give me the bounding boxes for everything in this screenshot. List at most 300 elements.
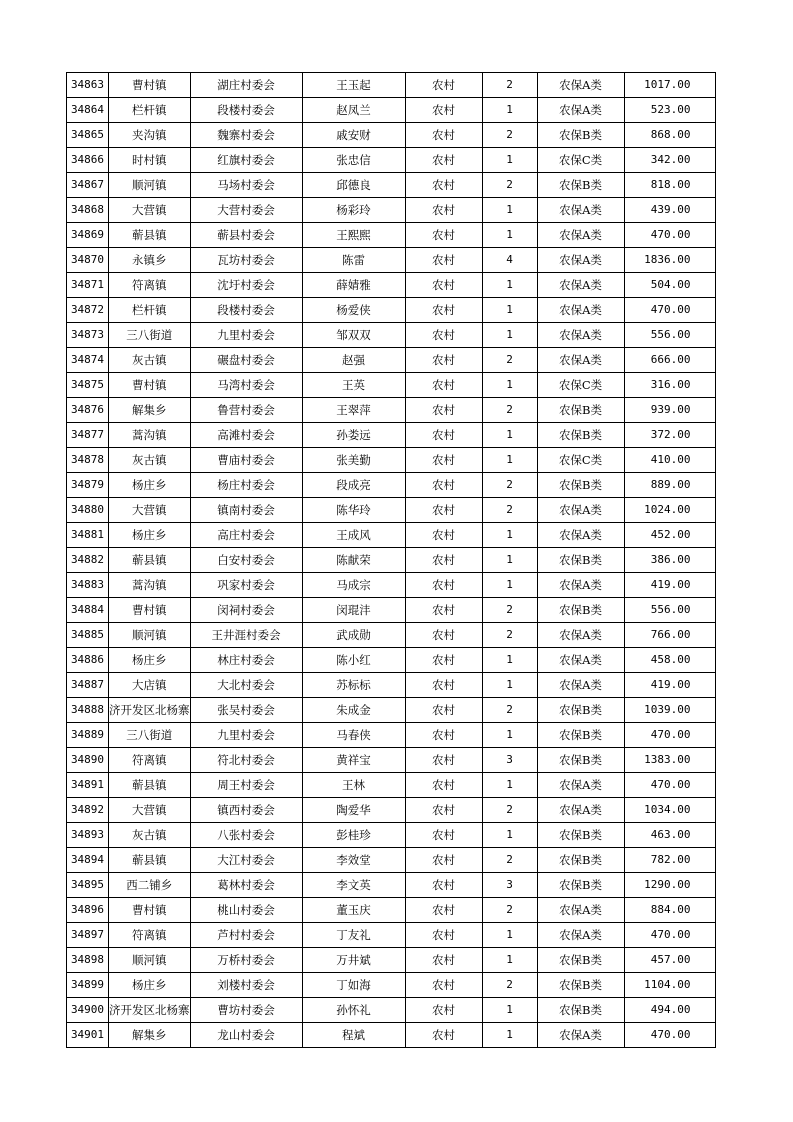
amount-cell: 458.00 — [624, 648, 715, 673]
person-name-cell: 陈华玲 — [302, 498, 405, 523]
amount-cell: 884.00 — [624, 898, 715, 923]
person-name-cell: 朱成金 — [302, 698, 405, 723]
village-committee-cell: 九里村委会 — [190, 323, 302, 348]
person-name-cell: 董玉庆 — [302, 898, 405, 923]
person-name-cell: 马成宗 — [302, 573, 405, 598]
township-cell: 曹村镇 — [109, 73, 191, 98]
amount-cell: 470.00 — [624, 1023, 715, 1048]
member-count-cell: 2 — [482, 623, 537, 648]
insurance-category-cell: 农保B类 — [537, 698, 624, 723]
record-id-cell: 34896 — [67, 898, 109, 923]
township-cell: 解集乡 — [109, 1023, 191, 1048]
table-row — [67, 423, 716, 448]
table-row — [67, 323, 716, 348]
person-name-cell: 张美勤 — [302, 448, 405, 473]
household-type-cell: 农村 — [405, 723, 482, 748]
village-committee-cell: 大江村委会 — [190, 848, 302, 873]
member-count-cell: 1 — [482, 298, 537, 323]
village-committee-cell: 魏寨村委会 — [190, 123, 302, 148]
household-type-cell: 农村 — [405, 473, 482, 498]
township-cell: 蒿沟镇 — [109, 423, 191, 448]
insurance-category-cell: 农保B类 — [537, 873, 624, 898]
amount-cell: 1836.00 — [624, 248, 715, 273]
township-cell: 曹村镇 — [109, 598, 191, 623]
record-id-cell: 34874 — [67, 348, 109, 373]
village-committee-cell: 符北村委会 — [190, 748, 302, 773]
household-type-cell: 农村 — [405, 923, 482, 948]
table-row — [67, 448, 716, 473]
household-type-cell: 农村 — [405, 523, 482, 548]
member-count-cell: 2 — [482, 123, 537, 148]
person-name-cell: 武成勋 — [302, 623, 405, 648]
record-id-cell: 34885 — [67, 623, 109, 648]
table-row — [67, 248, 716, 273]
village-committee-cell: 九里村委会 — [190, 723, 302, 748]
township-cell: 杨庄乡 — [109, 648, 191, 673]
record-id-cell: 34877 — [67, 423, 109, 448]
record-id-cell: 34901 — [67, 1023, 109, 1048]
amount-cell: 766.00 — [624, 623, 715, 648]
record-id-cell: 34873 — [67, 323, 109, 348]
insurance-category-cell: 农保B类 — [537, 173, 624, 198]
township-cell: 灰古镇 — [109, 348, 191, 373]
amount-cell: 494.00 — [624, 998, 715, 1023]
table-row — [67, 748, 716, 773]
insurance-category-cell: 农保A类 — [537, 623, 624, 648]
amount-cell: 889.00 — [624, 473, 715, 498]
township-cell: 顺河镇 — [109, 948, 191, 973]
record-id-cell: 34886 — [67, 648, 109, 673]
member-count-cell: 2 — [482, 398, 537, 423]
household-type-cell: 农村 — [405, 373, 482, 398]
township-cell: 蒿沟镇 — [109, 573, 191, 598]
table-row — [67, 123, 716, 148]
member-count-cell: 2 — [482, 898, 537, 923]
record-id-cell: 34864 — [67, 98, 109, 123]
amount-cell: 419.00 — [624, 673, 715, 698]
person-name-cell: 闵琨沣 — [302, 598, 405, 623]
amount-cell: 1383.00 — [624, 748, 715, 773]
household-type-cell: 农村 — [405, 198, 482, 223]
table-row — [67, 548, 716, 573]
insurance-category-cell: 农保B类 — [537, 548, 624, 573]
household-type-cell: 农村 — [405, 748, 482, 773]
member-count-cell: 2 — [482, 598, 537, 623]
member-count-cell: 1 — [482, 373, 537, 398]
member-count-cell: 1 — [482, 1023, 537, 1048]
person-name-cell: 薛婧雅 — [302, 273, 405, 298]
record-id-cell: 34890 — [67, 748, 109, 773]
township-cell: 济开发区北杨寨 — [109, 698, 191, 723]
household-type-cell: 农村 — [405, 623, 482, 648]
amount-cell: 1039.00 — [624, 698, 715, 723]
table-row — [67, 373, 716, 398]
village-committee-cell: 蕲县村委会 — [190, 223, 302, 248]
insurance-category-cell: 农保A类 — [537, 523, 624, 548]
table-row — [67, 898, 716, 923]
village-committee-cell: 八张村委会 — [190, 823, 302, 848]
member-count-cell: 1 — [482, 98, 537, 123]
village-committee-cell: 杨庄村委会 — [190, 473, 302, 498]
household-type-cell: 农村 — [405, 498, 482, 523]
insurance-category-cell: 农保A类 — [537, 323, 624, 348]
member-count-cell: 1 — [482, 273, 537, 298]
record-id-cell: 34867 — [67, 173, 109, 198]
member-count-cell: 1 — [482, 723, 537, 748]
member-count-cell: 1 — [482, 223, 537, 248]
township-cell: 三八街道 — [109, 323, 191, 348]
table-row — [67, 148, 716, 173]
township-cell: 符离镇 — [109, 923, 191, 948]
household-type-cell: 农村 — [405, 848, 482, 873]
village-committee-cell: 高庄村委会 — [190, 523, 302, 548]
member-count-cell: 1 — [482, 673, 537, 698]
table-row — [67, 523, 716, 548]
table-row — [67, 773, 716, 798]
person-name-cell: 段成亮 — [302, 473, 405, 498]
village-committee-cell: 红旗村委会 — [190, 148, 302, 173]
township-cell: 灰古镇 — [109, 823, 191, 848]
village-committee-cell: 碾盘村委会 — [190, 348, 302, 373]
record-id-cell: 34895 — [67, 873, 109, 898]
insurance-category-cell: 农保B类 — [537, 398, 624, 423]
amount-cell: 666.00 — [624, 348, 715, 373]
insurance-category-cell: 农保C类 — [537, 373, 624, 398]
member-count-cell: 1 — [482, 423, 537, 448]
table-row — [67, 873, 716, 898]
insurance-category-cell: 农保A类 — [537, 198, 624, 223]
person-name-cell: 李文英 — [302, 873, 405, 898]
insurance-category-cell: 农保B类 — [537, 473, 624, 498]
household-type-cell: 农村 — [405, 148, 482, 173]
member-count-cell: 3 — [482, 873, 537, 898]
person-name-cell: 王玉起 — [302, 73, 405, 98]
insurance-category-cell: 农保A类 — [537, 223, 624, 248]
insurance-category-cell: 农保A类 — [537, 798, 624, 823]
village-committee-cell: 马场村委会 — [190, 173, 302, 198]
record-id-cell: 34898 — [67, 948, 109, 973]
person-name-cell: 张忠信 — [302, 148, 405, 173]
insurance-category-cell: 农保A类 — [537, 273, 624, 298]
township-cell: 时村镇 — [109, 148, 191, 173]
insurance-category-cell: 农保A类 — [537, 648, 624, 673]
member-count-cell: 1 — [482, 548, 537, 573]
household-type-cell: 农村 — [405, 948, 482, 973]
township-cell: 蕲县镇 — [109, 773, 191, 798]
township-cell: 解集乡 — [109, 398, 191, 423]
person-name-cell: 程斌 — [302, 1023, 405, 1048]
household-type-cell: 农村 — [405, 973, 482, 998]
household-type-cell: 农村 — [405, 448, 482, 473]
table-row — [67, 573, 716, 598]
person-name-cell: 孙怀礼 — [302, 998, 405, 1023]
village-committee-cell: 桃山村委会 — [190, 898, 302, 923]
record-id-cell: 34897 — [67, 923, 109, 948]
table-row — [67, 98, 716, 123]
household-type-cell: 农村 — [405, 173, 482, 198]
table-row — [67, 173, 716, 198]
township-cell: 夹沟镇 — [109, 123, 191, 148]
village-committee-cell: 万桥村委会 — [190, 948, 302, 973]
township-cell: 三八街道 — [109, 723, 191, 748]
person-name-cell: 黄祥宝 — [302, 748, 405, 773]
person-name-cell: 戚安财 — [302, 123, 405, 148]
insurance-category-cell: 农保A类 — [537, 773, 624, 798]
person-name-cell: 王成风 — [302, 523, 405, 548]
table-row — [67, 623, 716, 648]
member-count-cell: 2 — [482, 698, 537, 723]
township-cell: 符离镇 — [109, 748, 191, 773]
record-id-cell: 34888 — [67, 698, 109, 723]
amount-cell: 1024.00 — [624, 498, 715, 523]
amount-cell: 470.00 — [624, 298, 715, 323]
village-committee-cell: 巩家村委会 — [190, 573, 302, 598]
household-type-cell: 农村 — [405, 998, 482, 1023]
township-cell: 符离镇 — [109, 273, 191, 298]
township-cell: 杨庄乡 — [109, 523, 191, 548]
table-row — [67, 823, 716, 848]
member-count-cell: 2 — [482, 798, 537, 823]
household-type-cell: 农村 — [405, 398, 482, 423]
village-committee-cell: 大营村委会 — [190, 198, 302, 223]
member-count-cell: 1 — [482, 323, 537, 348]
member-count-cell: 1 — [482, 948, 537, 973]
village-committee-cell: 刘楼村委会 — [190, 973, 302, 998]
amount-cell: 1034.00 — [624, 798, 715, 823]
insurance-category-cell: 农保B类 — [537, 948, 624, 973]
person-name-cell: 孙娄远 — [302, 423, 405, 448]
household-type-cell: 农村 — [405, 648, 482, 673]
township-cell: 大营镇 — [109, 198, 191, 223]
record-id-cell: 34894 — [67, 848, 109, 873]
person-name-cell: 王英 — [302, 373, 405, 398]
table-row — [67, 1023, 716, 1048]
member-count-cell: 2 — [482, 973, 537, 998]
village-committee-cell: 王井涯村委会 — [190, 623, 302, 648]
township-cell: 大营镇 — [109, 498, 191, 523]
table-row — [67, 848, 716, 873]
village-committee-cell: 闵祠村委会 — [190, 598, 302, 623]
member-count-cell: 1 — [482, 998, 537, 1023]
person-name-cell: 王熙熙 — [302, 223, 405, 248]
record-id-cell: 34876 — [67, 398, 109, 423]
amount-cell: 470.00 — [624, 773, 715, 798]
table-row — [67, 473, 716, 498]
person-name-cell: 邹双双 — [302, 323, 405, 348]
village-committee-cell: 段楼村委会 — [190, 298, 302, 323]
member-count-cell: 1 — [482, 823, 537, 848]
household-type-cell: 农村 — [405, 673, 482, 698]
amount-cell: 410.00 — [624, 448, 715, 473]
person-name-cell: 杨爱侠 — [302, 298, 405, 323]
village-committee-cell: 葛林村委会 — [190, 873, 302, 898]
person-name-cell: 陶爱华 — [302, 798, 405, 823]
amount-cell: 556.00 — [624, 598, 715, 623]
amount-cell: 504.00 — [624, 273, 715, 298]
insurance-category-cell: 农保A类 — [537, 573, 624, 598]
township-cell: 蕲县镇 — [109, 848, 191, 873]
table-row — [67, 723, 716, 748]
insurance-category-cell: 农保B类 — [537, 973, 624, 998]
village-committee-cell: 鲁营村委会 — [190, 398, 302, 423]
household-type-cell: 农村 — [405, 123, 482, 148]
person-name-cell: 邱德良 — [302, 173, 405, 198]
insurance-category-cell: 农保A类 — [537, 98, 624, 123]
record-id-cell: 34892 — [67, 798, 109, 823]
insurance-category-cell: 农保A类 — [537, 898, 624, 923]
township-cell: 栏杆镇 — [109, 298, 191, 323]
person-name-cell: 马春侠 — [302, 723, 405, 748]
table-row — [67, 673, 716, 698]
amount-cell: 523.00 — [624, 98, 715, 123]
amount-cell: 452.00 — [624, 523, 715, 548]
household-type-cell: 农村 — [405, 698, 482, 723]
amount-cell: 419.00 — [624, 573, 715, 598]
record-id-cell: 34899 — [67, 973, 109, 998]
insurance-category-cell: 农保B类 — [537, 598, 624, 623]
household-type-cell: 农村 — [405, 873, 482, 898]
record-id-cell: 34891 — [67, 773, 109, 798]
township-cell: 大店镇 — [109, 673, 191, 698]
member-count-cell: 2 — [482, 848, 537, 873]
table-row — [67, 973, 716, 998]
member-count-cell: 1 — [482, 573, 537, 598]
record-id-cell: 34870 — [67, 248, 109, 273]
amount-cell: 868.00 — [624, 123, 715, 148]
person-name-cell: 赵强 — [302, 348, 405, 373]
amount-cell: 386.00 — [624, 548, 715, 573]
member-count-cell: 1 — [482, 448, 537, 473]
member-count-cell: 2 — [482, 498, 537, 523]
person-name-cell: 陈雷 — [302, 248, 405, 273]
village-committee-cell: 林庄村委会 — [190, 648, 302, 673]
person-name-cell: 陈小红 — [302, 648, 405, 673]
record-id-cell: 34872 — [67, 298, 109, 323]
person-name-cell: 王林 — [302, 773, 405, 798]
household-type-cell: 农村 — [405, 273, 482, 298]
insurance-category-cell: 农保B类 — [537, 423, 624, 448]
village-committee-cell: 大北村委会 — [190, 673, 302, 698]
table-body — [67, 73, 716, 1048]
member-count-cell: 2 — [482, 473, 537, 498]
person-name-cell: 陈献荣 — [302, 548, 405, 573]
roster-table — [66, 72, 716, 1048]
member-count-cell: 2 — [482, 173, 537, 198]
insurance-category-cell: 农保B类 — [537, 848, 624, 873]
table-row — [67, 298, 716, 323]
table-row — [67, 598, 716, 623]
amount-cell: 439.00 — [624, 198, 715, 223]
village-committee-cell: 白安村委会 — [190, 548, 302, 573]
person-name-cell: 苏标标 — [302, 673, 405, 698]
amount-cell: 342.00 — [624, 148, 715, 173]
member-count-cell: 1 — [482, 773, 537, 798]
village-committee-cell: 高滩村委会 — [190, 423, 302, 448]
household-type-cell: 农村 — [405, 248, 482, 273]
amount-cell: 470.00 — [624, 923, 715, 948]
person-name-cell: 杨彩玲 — [302, 198, 405, 223]
township-cell: 顺河镇 — [109, 173, 191, 198]
village-committee-cell: 沈圩村委会 — [190, 273, 302, 298]
table-row — [67, 798, 716, 823]
village-committee-cell: 湖庄村委会 — [190, 73, 302, 98]
household-type-cell: 农村 — [405, 223, 482, 248]
household-type-cell: 农村 — [405, 73, 482, 98]
household-type-cell: 农村 — [405, 298, 482, 323]
village-committee-cell: 芦村村委会 — [190, 923, 302, 948]
record-id-cell: 34868 — [67, 198, 109, 223]
person-name-cell: 王翠萍 — [302, 398, 405, 423]
person-name-cell: 丁友礼 — [302, 923, 405, 948]
insurance-category-cell: 农保A类 — [537, 673, 624, 698]
amount-cell: 556.00 — [624, 323, 715, 348]
person-name-cell: 彭桂珍 — [302, 823, 405, 848]
record-id-cell: 34863 — [67, 73, 109, 98]
household-type-cell: 农村 — [405, 798, 482, 823]
township-cell: 栏杆镇 — [109, 98, 191, 123]
insurance-category-cell: 农保A类 — [537, 498, 624, 523]
table-row — [67, 73, 716, 98]
township-cell: 曹村镇 — [109, 898, 191, 923]
record-id-cell: 34893 — [67, 823, 109, 848]
record-id-cell: 34869 — [67, 223, 109, 248]
village-committee-cell: 马湾村委会 — [190, 373, 302, 398]
household-type-cell: 农村 — [405, 598, 482, 623]
amount-cell: 818.00 — [624, 173, 715, 198]
insurance-category-cell: 农保A类 — [537, 298, 624, 323]
record-id-cell: 34878 — [67, 448, 109, 473]
member-count-cell: 1 — [482, 523, 537, 548]
household-type-cell: 农村 — [405, 323, 482, 348]
amount-cell: 939.00 — [624, 398, 715, 423]
amount-cell: 1290.00 — [624, 873, 715, 898]
member-count-cell: 2 — [482, 348, 537, 373]
township-cell: 永镇乡 — [109, 248, 191, 273]
record-id-cell: 34900 — [67, 998, 109, 1023]
village-committee-cell: 瓦坊村委会 — [190, 248, 302, 273]
table-row — [67, 923, 716, 948]
village-committee-cell: 曹庙村委会 — [190, 448, 302, 473]
table-row — [67, 398, 716, 423]
record-id-cell: 34884 — [67, 598, 109, 623]
township-cell: 蕲县镇 — [109, 548, 191, 573]
household-type-cell: 农村 — [405, 823, 482, 848]
table-row — [67, 273, 716, 298]
insurance-category-cell: 农保A类 — [537, 923, 624, 948]
person-name-cell: 李效堂 — [302, 848, 405, 873]
member-count-cell: 3 — [482, 748, 537, 773]
table-row — [67, 198, 716, 223]
amount-cell: 316.00 — [624, 373, 715, 398]
insurance-category-cell: 农保A类 — [537, 348, 624, 373]
amount-cell: 372.00 — [624, 423, 715, 448]
amount-cell: 1104.00 — [624, 973, 715, 998]
amount-cell: 470.00 — [624, 723, 715, 748]
record-id-cell: 34871 — [67, 273, 109, 298]
insurance-category-cell: 农保B类 — [537, 723, 624, 748]
record-id-cell: 34866 — [67, 148, 109, 173]
insurance-category-cell: 农保B类 — [537, 748, 624, 773]
household-type-cell: 农村 — [405, 98, 482, 123]
member-count-cell: 2 — [482, 73, 537, 98]
village-committee-cell: 周王村委会 — [190, 773, 302, 798]
insurance-category-cell: 农保B类 — [537, 823, 624, 848]
township-cell: 灰古镇 — [109, 448, 191, 473]
amount-cell: 1017.00 — [624, 73, 715, 98]
insurance-category-cell: 农保C类 — [537, 148, 624, 173]
household-type-cell: 农村 — [405, 573, 482, 598]
person-name-cell: 丁如海 — [302, 973, 405, 998]
